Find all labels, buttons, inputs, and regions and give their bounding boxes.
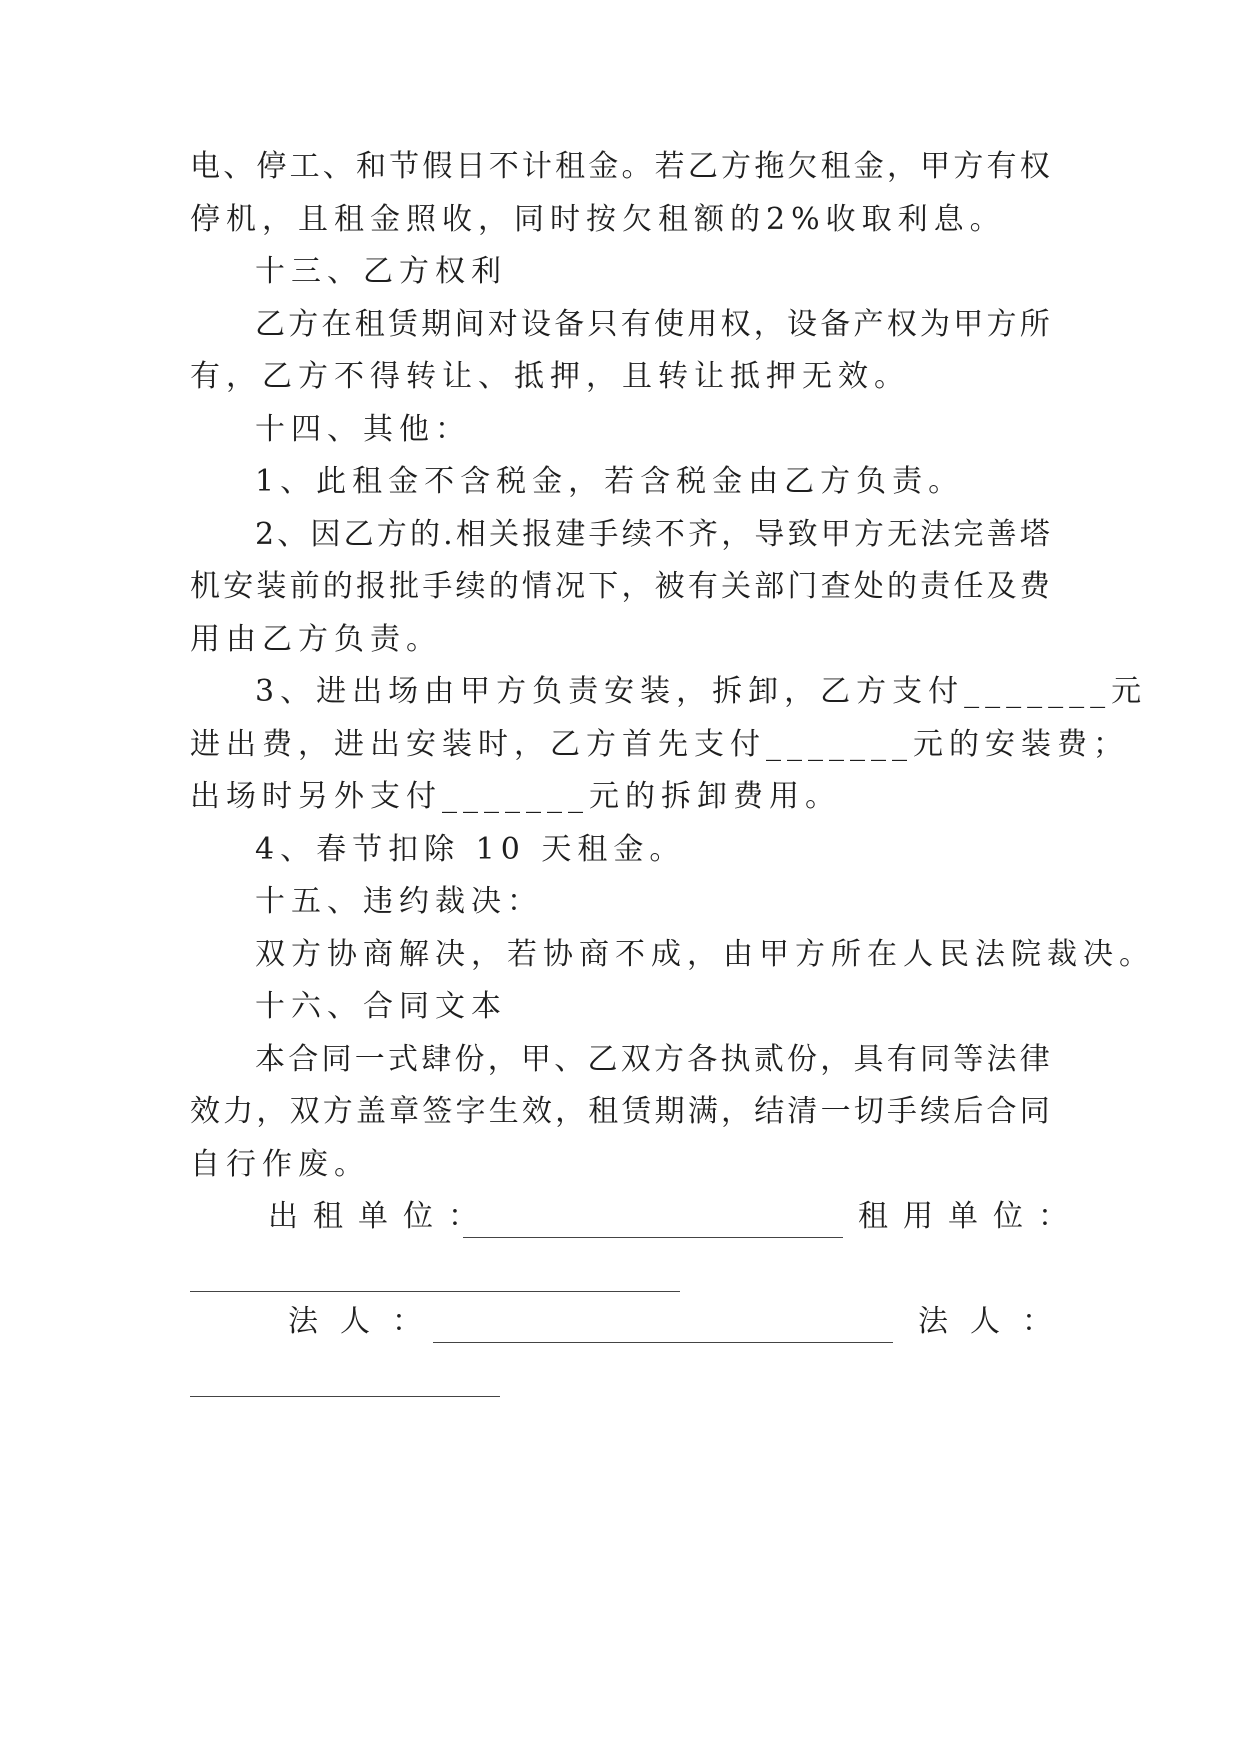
section-heading-16: 十六、合同文本 — [255, 989, 507, 1024]
body-line-5: 有，乙方不得转让、抵押，且转让抵押无效。 — [190, 359, 910, 394]
lessee-label: 租用单位： — [858, 1199, 1083, 1234]
body-line-4: 乙 方 在 租 赁 期 间 对 设 备 只 有 使 用 权 ， 设 备 产 权 为 甲 方 所 — [255, 307, 1050, 342]
body-line-18: 本 合 同 一 式 肆 份 ， 甲 、 乙 双 方 各 执 贰 份 ， 具 有 同 等 法 律 — [255, 1042, 1050, 1077]
body-line-20: 自行作废。 — [190, 1147, 370, 1182]
legal-rep-signature-line-a[interactable] — [433, 1342, 893, 1343]
clause-14-3-line-2: 进出费，进出安装时，乙方首先支付_______元的安装费； — [190, 727, 1129, 762]
clause-14-2-line-2: 机 安 装 前 的 报 批 手 续 的 情 况 下 ， 被 有 关 部 门 查 处 的 责 任 及 费 — [190, 569, 1050, 604]
clause-14-2-line-1: 2 、 因 乙 方 的 . 相 关 报 建 手 续 不 齐 ， 导 致 甲 方 无 法 完 善 塔 — [255, 517, 1050, 552]
body-line-2: 停机，且租金照收，同时按欠租额的2%收取利息。 — [190, 202, 1006, 237]
legal-rep-label-a: 法人： — [288, 1304, 444, 1339]
clause-14-4: 4、春节扣除 10 天租金。 — [255, 832, 686, 867]
body-line-1: 电 、 停 工 、 和 节 假 日 不 计 租 金 。 若 乙 方 拖 欠 租 金 ， 甲 方 有 权 — [190, 149, 1050, 184]
lessee-signature-line[interactable] — [190, 1291, 680, 1292]
lessor-label: 出租单位： — [268, 1199, 493, 1234]
section-heading-14: 十四、其他： — [255, 412, 471, 447]
lessor-signature-line[interactable] — [463, 1237, 843, 1238]
legal-rep-label-b: 法人： — [918, 1304, 1074, 1339]
legal-rep-signature-line-b[interactable] — [190, 1396, 500, 1397]
body-line-19: 效 力 ， 双 方 盖 章 签 字 生 效 ， 租 赁 期 满 ， 结 清 一 切 手 续 后 合 同 — [190, 1094, 1050, 1129]
section-heading-13: 十三、乙方权利 — [255, 254, 507, 289]
clause-14-3-line-1: 3、进出场由甲方负责安装，拆卸，乙方支付_______元 — [255, 674, 1148, 709]
section-heading-15: 十五、违约裁决： — [255, 884, 543, 919]
body-line-16: 双方协商解决，若协商不成，由甲方所在人民法院裁决。 — [255, 937, 1155, 972]
clause-14-3-line-3: 出场时另外支付_______元的拆卸费用。 — [190, 779, 841, 814]
clause-14-2-line-3: 用由乙方负责。 — [190, 622, 442, 657]
clause-14-1: 1、此租金不含税金，若含税金由乙方负责。 — [255, 464, 965, 499]
